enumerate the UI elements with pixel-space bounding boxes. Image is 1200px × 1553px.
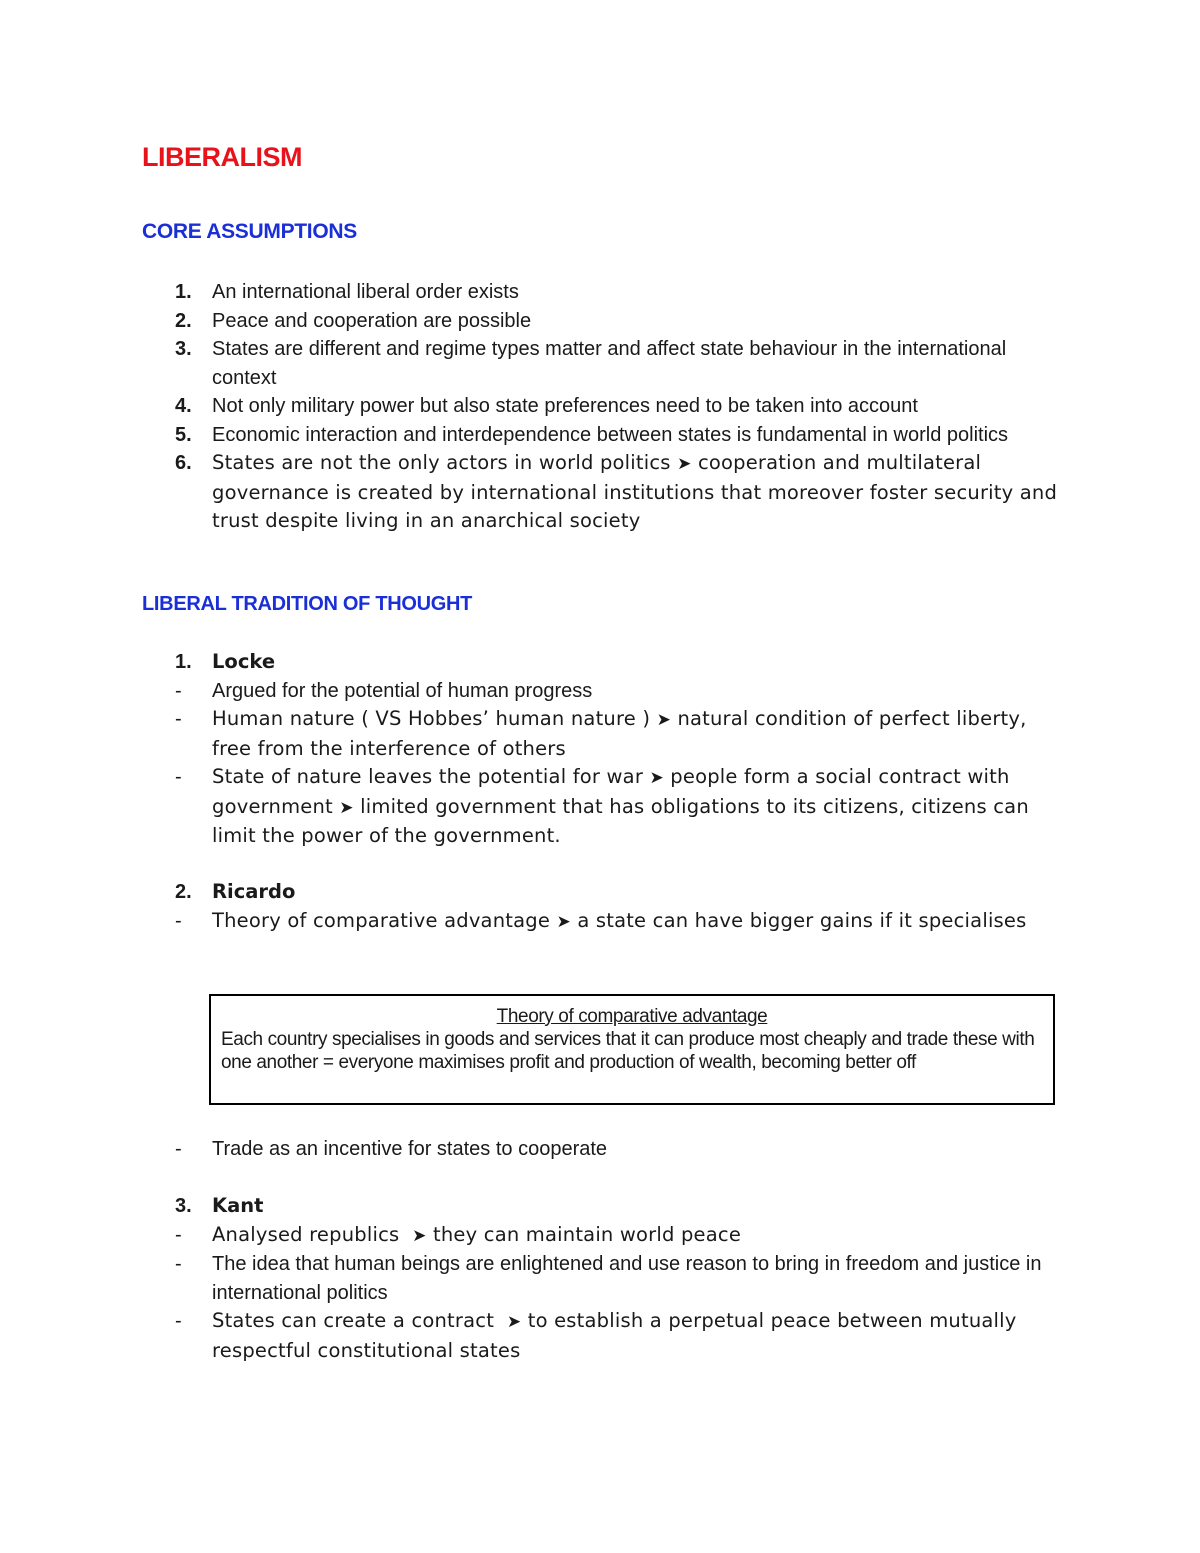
liberal-tradition-heading: LIBERAL TRADITION OF THOUGHT: [142, 593, 473, 615]
text-segment: natural condition of perfect liberty, free from the interference of others: [212, 707, 1027, 760]
arrow-icon: ➤: [677, 454, 692, 474]
list-item: [142, 392, 1062, 421]
bullet-text: Trade as an incentive for states to cooperate: [212, 1138, 608, 1160]
dash-marker: -: [175, 1223, 182, 1246]
text-segment: Analysed republics: [212, 1222, 400, 1246]
definition-box: [209, 994, 1055, 1105]
list-text: Peace and cooperation are possible: [212, 309, 532, 332]
list-number: 3.: [175, 1195, 192, 1217]
list-number: 6.: [175, 452, 192, 474]
list-item: [142, 648, 1062, 677]
kant-section: [142, 1192, 1062, 1365]
text-segment: to establish a perpetual peace between mutually respectful constitutional states: [212, 1309, 1017, 1362]
text-segment: Human nature ( VS Hobbes’ human nature ): [212, 707, 651, 730]
text-segment: people form a social contract with government: [212, 765, 1010, 818]
text-segment: States can create a contract: [212, 1309, 495, 1332]
list-text: [212, 449, 1062, 536]
dash-marker: -: [175, 1138, 182, 1160]
list-item: [142, 1192, 1062, 1221]
bullet-item: [142, 677, 1062, 706]
list-item: [142, 307, 1062, 336]
dash-marker: -: [175, 766, 182, 788]
bullet-text: [212, 907, 1062, 937]
list-number: 4.: [175, 395, 192, 417]
ricardo-after: [142, 1135, 1062, 1164]
list-item: [142, 449, 1062, 536]
locke-section: [142, 648, 1062, 851]
document-title: LIBERALISM: [142, 142, 302, 172]
arrow-icon: ➤: [412, 1225, 427, 1246]
definition-box-body: Each country specialises in goods and services that it can produce most cheaply and trade these with one another = everyone maximises profit and production of wealth, becoming better off: [221, 1029, 1035, 1073]
bullet-text: [212, 1221, 1062, 1251]
text-segment: Theory of comparative advantage: [212, 908, 551, 932]
bullet-item: [142, 705, 1062, 763]
thinker-name: Ricardo: [212, 880, 296, 903]
list-text: An international liberal order exists: [212, 281, 519, 303]
list-text: Not only military power but also state preferences need to be taken into account: [212, 395, 918, 417]
list-text: States are different and regime types matter and affect state behaviour in the international context: [212, 338, 1007, 389]
core-assumptions-heading: CORE ASSUMPTIONS: [142, 220, 357, 243]
definition-box-title: Theory of comparative advantage: [496, 1006, 768, 1027]
list-text: Economic interaction and interdependence between states is fundamental in world politics: [212, 423, 1009, 446]
bullet-item: [142, 763, 1062, 851]
list-number: 2.: [175, 881, 192, 903]
arrow-icon: ➤: [339, 797, 354, 818]
list-item: [142, 335, 1062, 392]
dash-marker: -: [175, 679, 182, 702]
dash-marker: -: [175, 708, 182, 730]
thinker-name: Locke: [212, 650, 276, 673]
list-number: 1.: [175, 651, 192, 673]
core-assumptions-list: [142, 278, 1062, 536]
dash-marker: -: [175, 1310, 182, 1332]
text-segment: States are not the only actors in world politics: [212, 451, 671, 474]
arrow-icon: ➤: [506, 1312, 522, 1332]
dash-marker: -: [175, 909, 182, 932]
bullet-item: [142, 907, 1062, 937]
bullet-item: [142, 1307, 1062, 1365]
arrow-icon: ➤: [556, 911, 571, 932]
ricardo-section: [142, 878, 1062, 936]
text-segment: they can maintain world peace: [433, 1222, 742, 1246]
list-item: [142, 421, 1062, 450]
list-number: 5.: [175, 423, 192, 446]
list-number: 1.: [175, 281, 192, 303]
text-segment: cooperation and multilateral governance is created by international institutions that moreover foster security and trust despite living in an anarchical society: [212, 451, 1058, 532]
bullet-text: Argued for the potential of human progress: [212, 679, 593, 702]
list-number: 2.: [175, 309, 192, 332]
bullet-text: The idea that human beings are enlightened and use reason to bring in freedom and justice in international politics: [212, 1253, 1042, 1304]
arrow-icon: ➤: [649, 768, 664, 788]
bullet-item: [142, 1221, 1062, 1251]
dash-marker: -: [175, 1253, 182, 1275]
text-segment: a state can have bigger gains if it specialises: [577, 908, 1027, 932]
bullet-text: [212, 1307, 1062, 1365]
arrow-icon: ➤: [656, 710, 672, 730]
bullet-item: [142, 1135, 1062, 1164]
thinker-name: Kant: [212, 1194, 264, 1217]
bullet-text: [212, 705, 1062, 763]
list-number: 3.: [175, 338, 192, 360]
text-segment: State of nature leaves the potential for war: [212, 765, 644, 788]
list-item: [142, 278, 1062, 307]
text-segment: limited government that has obligations to its citizens, citizens can limit the power of the government.: [212, 794, 1029, 847]
list-item: [142, 878, 1062, 907]
bullet-item: [142, 1250, 1062, 1307]
bullet-text: [212, 763, 1062, 851]
